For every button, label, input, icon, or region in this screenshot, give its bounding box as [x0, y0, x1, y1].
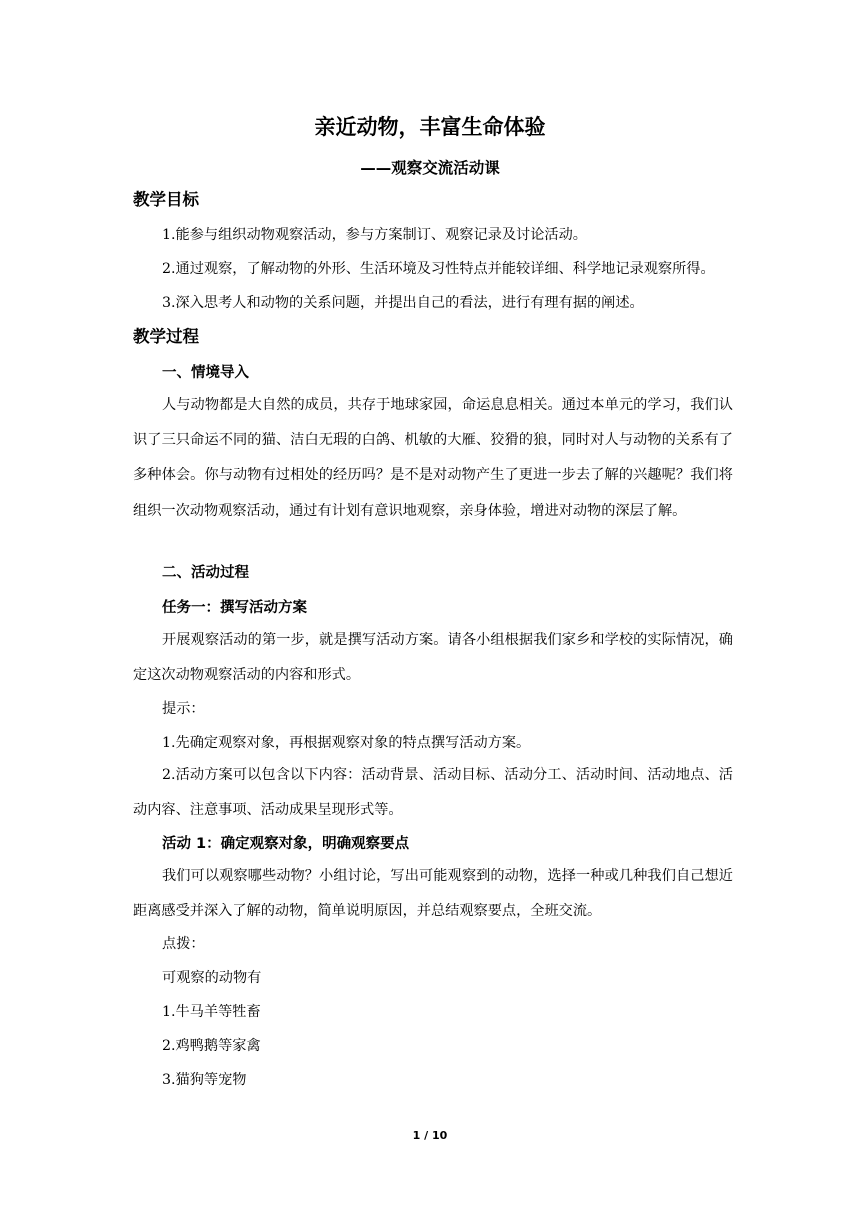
animal-item-1: 1.牛马羊等牲畜 [162, 1004, 261, 1020]
animal-item-3: 3.猫狗等宠物 [162, 1072, 247, 1088]
section1-paragraph: 人与动物都是大自然的成员，共存于地球家园，命运息息相关。通过本单元的学习，我们认识了三只命运不同的猫、洁白无瑕的白鸽、机敏的大雁、狡猾的狼，同时对人与动物的关系有了多种体会。你与动物有过相处的经历吗？是不是对动物产生了更进一步去了解的兴趣呢？我们将组织一次动物观察活动，通过有计划有意识地观察，亲身体验，增进对动物的深层了解。 [133, 397, 733, 519]
tip-label: 点拨： [162, 936, 205, 952]
hint-label: 提示： [162, 701, 205, 717]
page-indicator: 1 / 10 [412, 1129, 448, 1142]
animals-intro: 可观察的动物有 [162, 970, 262, 986]
goals-heading: 教学目标 [133, 190, 199, 209]
document-title: 亲近动物，丰富生命体验 [314, 115, 546, 139]
process-heading: 教学过程 [133, 327, 199, 346]
document-subtitle: ——观察交流活动课 [360, 159, 500, 177]
activity1-paragraph: 我们可以观察哪些动物？小组讨论，写出可能观察到的动物，选择一种或几种我们自己想近距离感受并深入了解的动物，简单说明原因，并总结观察要点，全班交流。 [133, 868, 733, 920]
task1-paragraph: 开展观察活动的第一步，就是撰写活动方案。请各小组根据我们家乡和学校的实际情况，确定这次动物观察活动的内容和形式。 [133, 632, 733, 684]
task1-heading: 任务一：撰写活动方案 [162, 600, 307, 616]
hint-item-1: 1.先确定观察对象，再根据观察对象的特点撰写活动方案。 [162, 735, 531, 751]
activity1-heading: 活动 1：确定观察对象，明确观察要点 [162, 836, 410, 852]
hint-item-2: 2.活动方案可以包含以下内容：活动背景、活动目标、活动分工、活动时间、活动地点、活动内容、注意事项、活动成果呈现形式等。 [133, 767, 733, 819]
goal-item-1: 1.能参与组织动物观察活动，参与方案制订、观察记录及讨论活动。 [162, 227, 587, 243]
animal-item-2: 2.鸡鸭鹅等家禽 [162, 1038, 261, 1054]
goal-item-2: 2.通过观察，了解动物的外形、生活环境及习性特点并能较详细、科学地记录观察所得。 [162, 261, 715, 277]
section2-heading: 二、活动过程 [162, 565, 249, 581]
section1-heading: 一、情境导入 [162, 365, 249, 381]
goal-item-3: 3.深入思考人和动物的关系问题，并提出自己的看法，进行有理有据的阐述。 [162, 295, 644, 311]
